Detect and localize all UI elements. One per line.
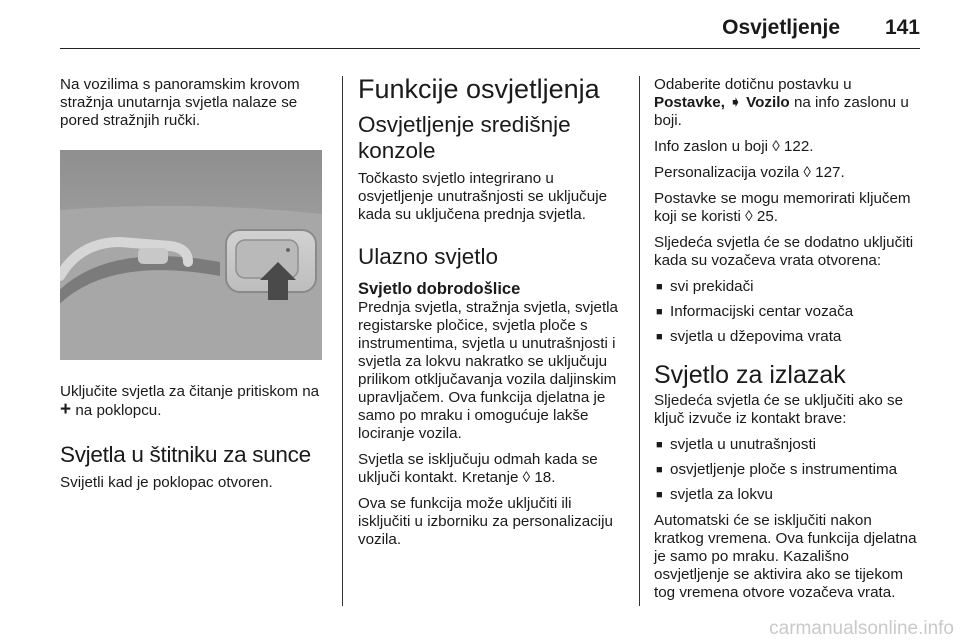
list-item: ■ svjetla u džepovima vrata (654, 328, 924, 346)
settings-instruction (654, 76, 924, 130)
lights-off-text: Svjetla se isključuju odmah kada se uključi kontakt. Kretanje ◊ 18. (358, 451, 598, 486)
column-left (60, 76, 328, 500)
sun-visor-text: Svijetli kad je poklopac otvoren. (60, 474, 273, 491)
column-right (654, 76, 924, 610)
door-lights-list (654, 278, 924, 346)
list-item: ■ osvjetljenje ploče s instrumentima (654, 461, 924, 479)
personalization-text: Ova se funkcija može uključiti ili isključiti u izborniku za personalizaciju vozila. (358, 495, 613, 548)
list-item: ■ Informacijski centar vozača (654, 303, 924, 321)
instruction-text-after: na poklopcu. (75, 402, 162, 419)
settings-text-before: Odaberite dotičnu postavku u (654, 76, 852, 93)
exit-lights-outro: Automatski će se isključiti nakon kratkog vremena. Ova funkcija djelatna je samo po mraku. Kazališno osvjetljenje se aktivira ako se tijekom tog vremena otvore vozačeva vrata. (654, 512, 917, 601)
column-middle (358, 74, 628, 557)
menu-arrow-icon: , ➧ (720, 94, 742, 111)
instruction-text-before: Uključite svjetla za čitanje pritiskom na (60, 383, 320, 400)
heading-exit-lighting: Svjetlo za izlazak (654, 361, 846, 389)
intro-paragraph: Na vozilima s panoramskim krovom stražnja unutarnja svjetla nalaze se pored stražnjih ručki. (60, 76, 300, 129)
heading-welcome-lighting: Svjetlo dobrodošlice (358, 280, 521, 298)
console-lighting-text: Točkasto svjetlo integrirano u osvjetljenje unutrašnjosti se uključuje kada su uključena prednja svjetla. (358, 170, 608, 223)
plus-icon: + (60, 399, 72, 420)
reference-key-memory: Postavke se mogu memorirati ključem koji se koristi ◊ 25. (654, 190, 911, 225)
door-lights-intro: Sljedeća svjetla će se dodatno uključiti kada su vozačeva vrata otvorena: (654, 234, 914, 269)
rear-reading-light-photo (60, 150, 322, 360)
reference-info-display: Info zaslon u boji ◊ 122. (654, 138, 814, 155)
heading-lighting-functions: Funkcije osvjetljenja (358, 74, 600, 104)
page-title: Osvjetljenje (722, 16, 840, 39)
column-divider (639, 76, 640, 606)
settings-text-after: na info zaslonu u boji. (654, 94, 909, 129)
heading-sun-visor-lights: Svjetla u štitniku za sunce (60, 442, 311, 467)
column-divider (342, 76, 343, 606)
settings-menu-label: Postavke (654, 94, 721, 111)
heading-entry-lighting: Ulazno svjetlo (358, 244, 499, 269)
reference-personalization: Personalizacija vozila ◊ 127. (654, 164, 845, 181)
list-item: ■ svjetla u unutrašnjosti (654, 436, 924, 454)
list-item: ■ svjetla za lokvu (654, 486, 924, 504)
list-item: ■ svi prekidači (654, 278, 924, 296)
reading-light-instruction (60, 383, 328, 420)
exit-lights-intro: Sljedeća svjetla će se uključiti ako se ključ izvuče iz kontakt brave: (654, 392, 904, 427)
watermark: carmanualsonline.info (769, 618, 954, 639)
page-number: 141 (884, 16, 920, 39)
page-header (60, 12, 920, 49)
heading-console-lighting: Osvjetljenje središnje konzole (358, 112, 571, 163)
welcome-lighting-text: Prednja svjetla, stražnja svjetla, svjetla registarske pločice, svjetla ploče s instrumentima, svjetla u unutrašnjosti i svjetla za lokvu nakratko se uključuju prilikom otključavanja vozila daljinskim upravljačem. Ova funkcija djelatna je samo po mraku i omogućuje lakše lociranje vozila. (358, 299, 618, 442)
vehicle-menu-label: Vozilo (746, 94, 790, 111)
exit-lights-list (654, 436, 924, 504)
